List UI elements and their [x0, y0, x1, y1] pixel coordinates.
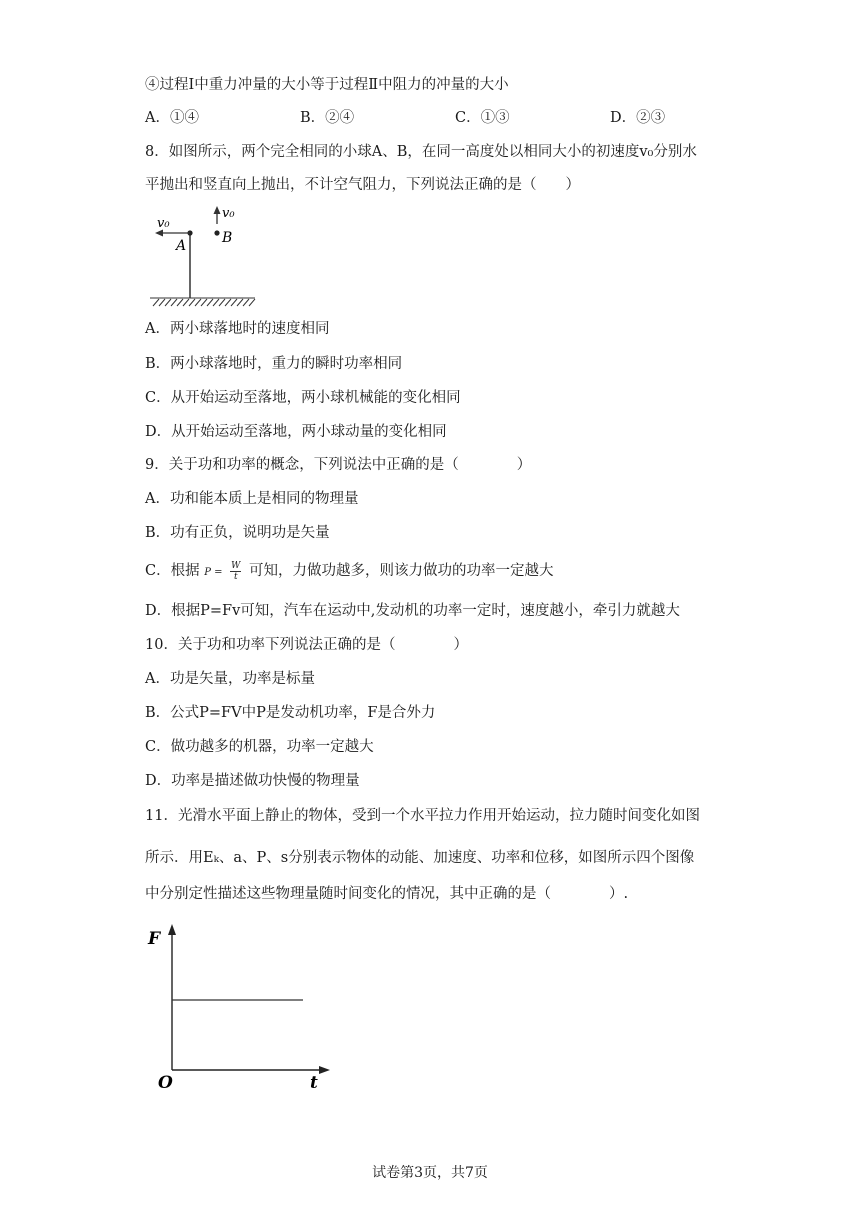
ground-hatching	[150, 298, 255, 306]
q7-item4: ④过程Ⅰ中重力冲量的大小等于过程Ⅱ中阻力的冲量的大小	[145, 77, 509, 93]
power-formula-fraction	[230, 561, 241, 582]
arrowhead-up	[214, 206, 221, 214]
q8-option-b: B．两小球落地时，重力的瞬时功率相同	[145, 356, 403, 372]
axis-label-f: F	[148, 929, 161, 949]
q8-stem-line2: 平抛出和竖直向上抛出，不计空气阻力，下列说法正确的是（ ）	[145, 177, 580, 193]
axis-label-t: t	[310, 1073, 318, 1092]
q7-option-a: A．①④	[145, 110, 199, 126]
q7-option-d: D．②③	[610, 110, 666, 126]
q11-line3: 中分别定性描述这些物理量随时间变化的情况，其中正确的是（ ）.	[145, 886, 629, 902]
q9-option-d: D．根据P=Fv可知，汽车在运动中,发动机的功率一定时，速度越小，牵引力就越大	[145, 603, 680, 619]
q10-option-b: B．公式P=FV中P是发动机功率，F是合外力	[145, 705, 436, 721]
q8-option-c: C．从开始运动至落地，两小球机械能的变化相同	[145, 390, 461, 406]
label-v0-up: v₀	[222, 206, 235, 221]
q10-option-c: C．做功越多的机器，功率一定越大	[145, 739, 374, 755]
x-axis-arrowhead	[319, 1066, 330, 1074]
q9-stem: 9．关于功和功率的概念，下列说法中正确的是（ ）	[145, 457, 532, 473]
q8-figure	[145, 200, 260, 310]
label-b: B	[222, 230, 233, 246]
q8-option-a: A．两小球落地时的速度相同	[145, 321, 330, 337]
page-footer: 试卷第3页，共7页	[372, 1165, 488, 1181]
q7-option-c: C．①③	[455, 110, 510, 126]
label-v0-left: v₀	[157, 216, 170, 231]
q10-stem: 10．关于功和功率下列说法正确的是（ ）	[145, 637, 468, 653]
origin-label: O	[158, 1073, 173, 1092]
ball-b	[214, 230, 219, 235]
q8-option-d: D．从开始运动至落地，两小球动量的变化相同	[145, 424, 447, 440]
q9-option-c-text: 可知，力做功越多，则该力做功的功率一定越大	[249, 563, 554, 579]
q11-line2: 所示．用Eₖ、a、P、s分别表示物体的动能、加速度、功率和位移，如图所示四个图像	[145, 850, 695, 866]
q9-option-a: A．功和能本质上是相同的物理量	[145, 491, 359, 507]
q11-force-time-graph	[140, 922, 340, 1092]
q7-option-b: B．②④	[300, 110, 355, 126]
q8-stem-line1: 8．如图所示，两个完全相同的小球A、B，在同一高度处以相同大小的初速度v₀分别水	[145, 144, 697, 160]
label-a: A	[176, 238, 187, 254]
q9-option-c-prefix: C．根据	[145, 563, 200, 579]
q7-options	[145, 108, 665, 128]
y-axis-arrowhead	[168, 924, 176, 935]
q9-option-b: B．功有正负，说明功是矢量	[145, 525, 330, 541]
q10-option-a: A．功是矢量，功率是标量	[145, 671, 315, 687]
power-formula-lhs: P =	[204, 567, 223, 578]
fraction-numerator: W	[231, 560, 241, 571]
fraction-denominator: t	[233, 571, 238, 582]
q9-option-c	[145, 557, 554, 587]
q10-option-d: D．功率是描述做功快慢的物理量	[145, 773, 360, 789]
q11-line1: 11．光滑水平面上静止的物体，受到一个水平拉力作用开始运动，拉力随时间变化如图	[145, 808, 700, 824]
